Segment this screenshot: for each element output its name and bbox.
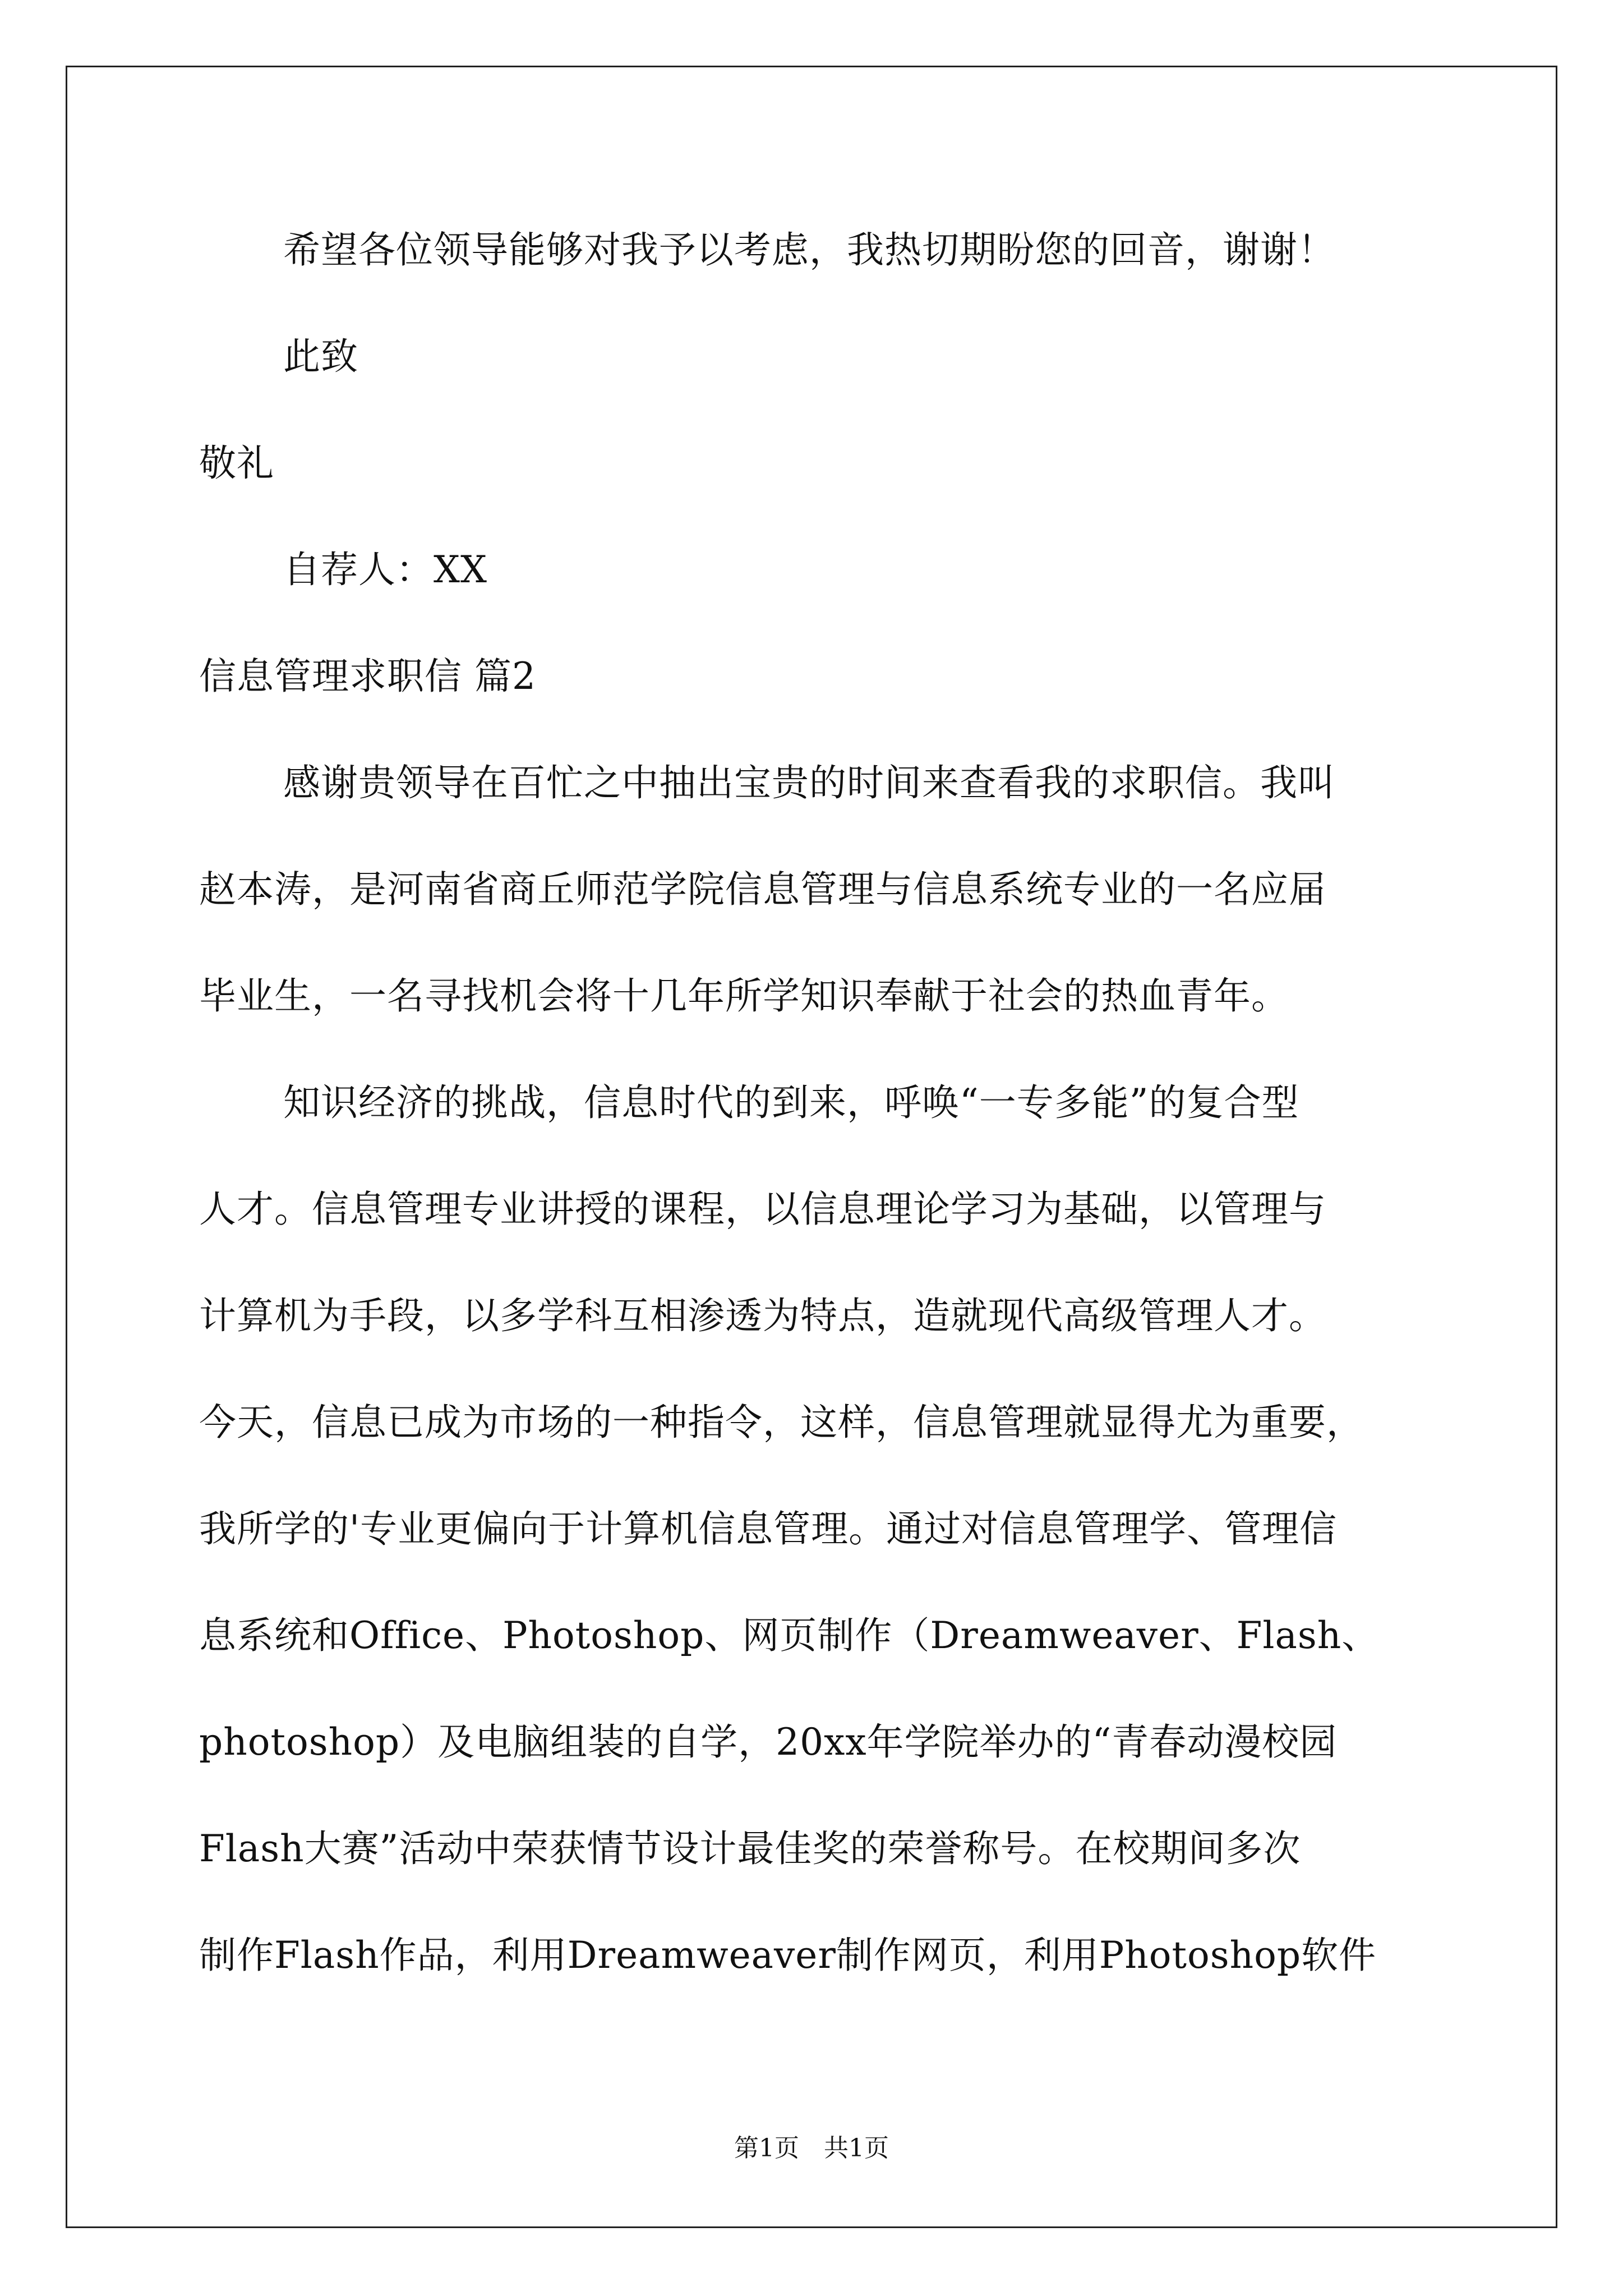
body-line: 今天，信息已成为市场的一种指令，这样，信息管理就显得尤为重要， — [199, 1401, 1364, 1444]
body-line: 制作Flash作品，利用Dreamweaver制作网页，利用Photoshop软件 — [199, 1934, 1377, 1977]
salutation-cizhi: 此致 — [283, 335, 358, 378]
section-heading: 信息管理求职信 篇2 — [199, 655, 536, 698]
body-line: 我所学的'专业更偏向于计算机信息管理。通过对信息管理学、管理信 — [199, 1507, 1338, 1550]
body-line: 息系统和Office、Photoshop、网页制作（Dreamweaver、Flash、 — [199, 1614, 1380, 1657]
page-number-footer: 第1页 共1页 — [734, 2134, 889, 2162]
salutation-jingli: 敬礼 — [199, 441, 274, 485]
body-line: 感谢贵领导在百忙之中抽出宝贵的时间来查看我的求职信。我叫 — [283, 761, 1335, 804]
signature-line: 自荐人：XX — [283, 548, 487, 591]
body-line: 知识经济的挑战，信息时代的到来，呼唤“一专多能”的复合型 — [283, 1081, 1299, 1124]
body-line: 计算机为手段，以多学科互相渗透为特点，造就现代高级管理人才。 — [199, 1294, 1326, 1337]
body-line: Flash大赛”活动中荣获情节设计最佳奖的荣誉称号。在校期间多次 — [199, 1827, 1301, 1870]
body-line: 赵本涛，是河南省商丘师范学院信息管理与信息系统专业的一名应届 — [199, 868, 1326, 911]
body-line: 毕业生，一名寻找机会将十几年所学知识奉献于社会的热血青年。 — [199, 974, 1289, 1018]
page-border — [66, 66, 1557, 2228]
closing-paragraph: 希望各位领导能够对我予以考虑，我热切期盼您的回音，谢谢！ — [283, 228, 1335, 272]
body-line: 人才。信息管理专业讲授的课程，以信息理论学习为基础，以管理与 — [199, 1188, 1326, 1231]
body-line: photoshop）及电脑组装的自学，20xx年学院举办的“青春动漫校园 — [199, 1720, 1338, 1764]
